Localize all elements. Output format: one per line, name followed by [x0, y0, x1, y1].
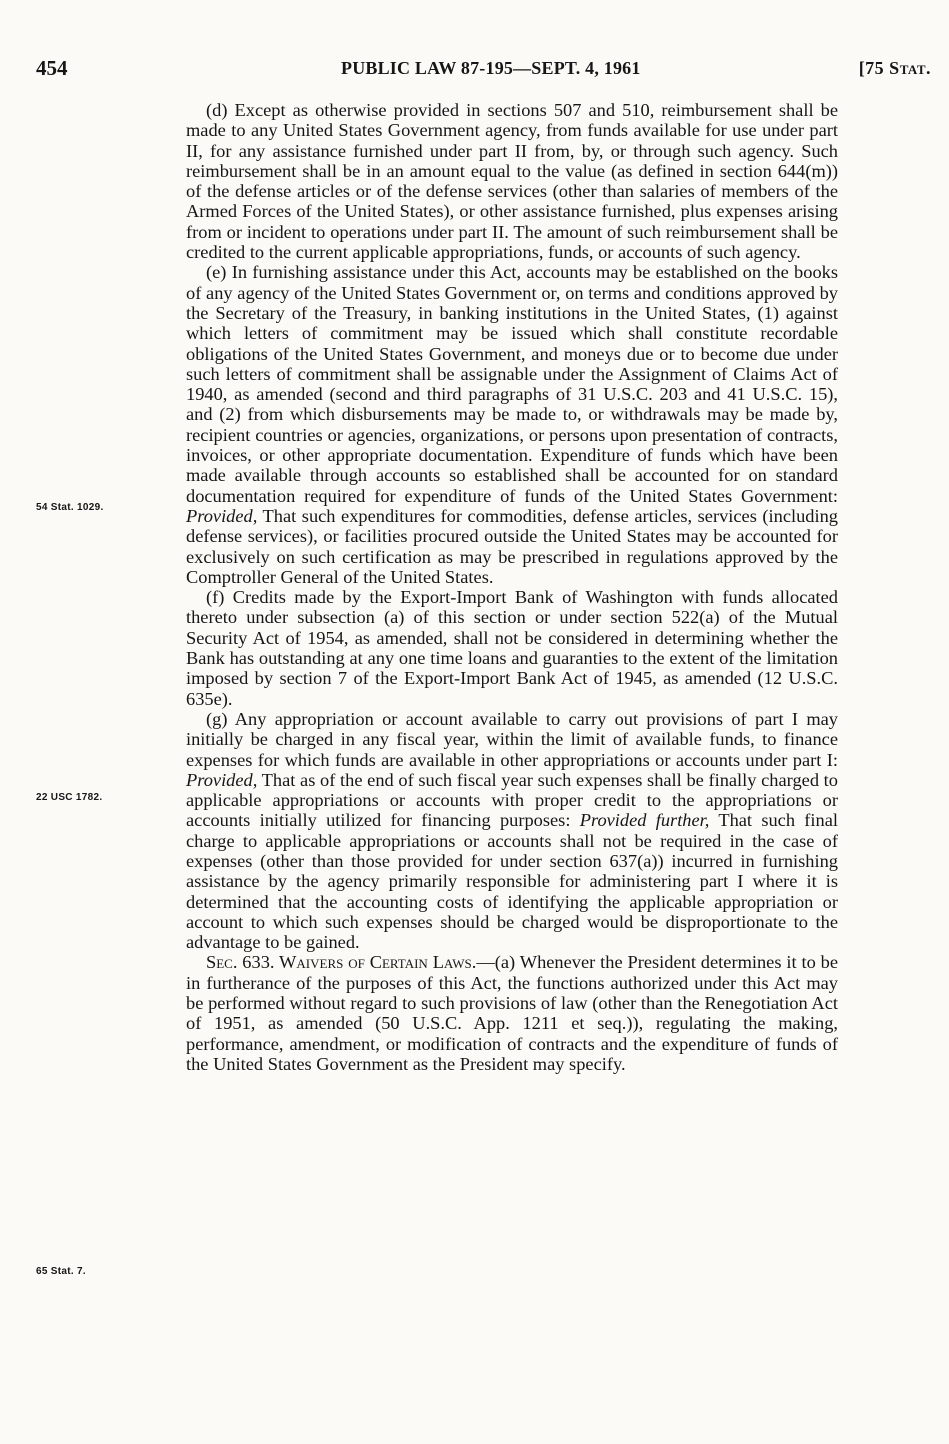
margin-note-65-stat: 65 Stat. 7. [36, 1266, 86, 1277]
statute-body [186, 100, 838, 1074]
volume-reference: [75 Stat. [858, 58, 931, 78]
proviso-italic: Provided, [186, 769, 258, 790]
page-header [36, 56, 931, 86]
running-title: PUBLIC LAW 87-195—SEPT. 4, 1961 [341, 58, 641, 78]
proviso-italic: Provided, [186, 505, 258, 526]
paragraph-g: (g) Any appropriation or account available to carry out provisions of part I may initially be charged in any fiscal year, within the limit of available funds, to finance expenses for which funds are available in other appropriations or accounts under part I: Provided, That as of the end of such fiscal year such expenses shall be finally charged to applicable appropriations or accounts with proper credit to the appropriations or accounts initially utilized for financing purposes: Provided further, That such final charge to applicable appropriations or accounts shall not be required in the case of expenses (other than those provided for under section 637(a)) incurred in furnishing assistance by the agency primarily responsible for administering part I where it is determined that the accounting costs of identifying the applicable appropriation or account to which such expenses should be charged would be disproportionate to the advantage to be gained. [186, 708, 839, 953]
margin-note-54-stat: 54 Stat. 1029. [36, 502, 104, 513]
section-633: Sec. 633. Waivers of Certain Laws.—(a) Whenever the President determines it to be in furtherance of the purposes of this Act, the functions authorized under this Act may be performed without regard to such provisions of law (other than the Renegotiation Act of 1951, as amended (50 U.S.C. App. 1211 et seq.)), regulating the making, performance, amendment, or modification of contracts and the expenditure of funds of the United States Government as the President may specify. [186, 952, 839, 1074]
margin-note-22-usc: 22 USC 1782. [36, 792, 103, 803]
section-633-heading: Sec. 633. Waivers of Certain Laws. [206, 952, 477, 973]
proviso-further-italic: Provided further, [579, 810, 710, 831]
paragraph-f: (f) Credits made by the Export-Import Bank of Washington with funds allocated thereto under subsection (a) of this section or under section 522(a) of the Mutual Security Act of 1954, as amended, shall not be considered in determining whether the Bank has outstanding at any one time loans and guaranties to the extent of the limitation imposed by section 7 of the Export-Import Bank Act of 1945, as amended (12 U.S.C. 635e). [186, 587, 838, 709]
paragraph-e: (e) In furnishing assistance under this Act, accounts may be established on the books of any agency of the United States Government or, on terms and conditions approved by the Secretary of the Treasury, in banking institutions in the United States, (1) against which letters of commitment may be issued which shall constitute recordable obligations of the United States Government, and moneys due or to become due under such letters of commitment shall be assignable under the Assignment of Claims Act of 1940, as amended (second and third paragraphs of 31 U.S.C. 203 and 41 U.S.C. 15), and (2) from which disbursements may be made to, or withdrawals may be made by, recipient countries or agencies, organizations, or persons upon presentation of contracts, invoices, or other appropriate documentation. Expenditure of funds which have been made available through accounts so established shall be accounted for on standard documentation required for expenditure of funds of the United States Government: Provided, That such expenditures for commodities, defense articles, services (including defense services), or facilities procured outside the United States may be accounted for exclusively on such certification as may be prescribed in regulations approved by the Comptroller General of the United States. [186, 262, 838, 587]
page-number: 454 [36, 56, 68, 80]
paragraph-d: (d) Except as otherwise provided in sections 507 and 510, reimbursement shall be made to any United States Government agency, from funds available for use under part II, for any assistance furnished under part II from, by, or through such agency. Such reimbursement shall be in an amount equal to the value (as defined in section 644(m)) of the defense articles or of the defense services (other than salaries of members of the Armed Forces of the United States), or other assistance furnished, plus expenses arising from or incident to operations under part II. The amount of such reimbursement shall be credited to the current applicable appropriations, funds, or accounts of such agency. [186, 100, 838, 263]
